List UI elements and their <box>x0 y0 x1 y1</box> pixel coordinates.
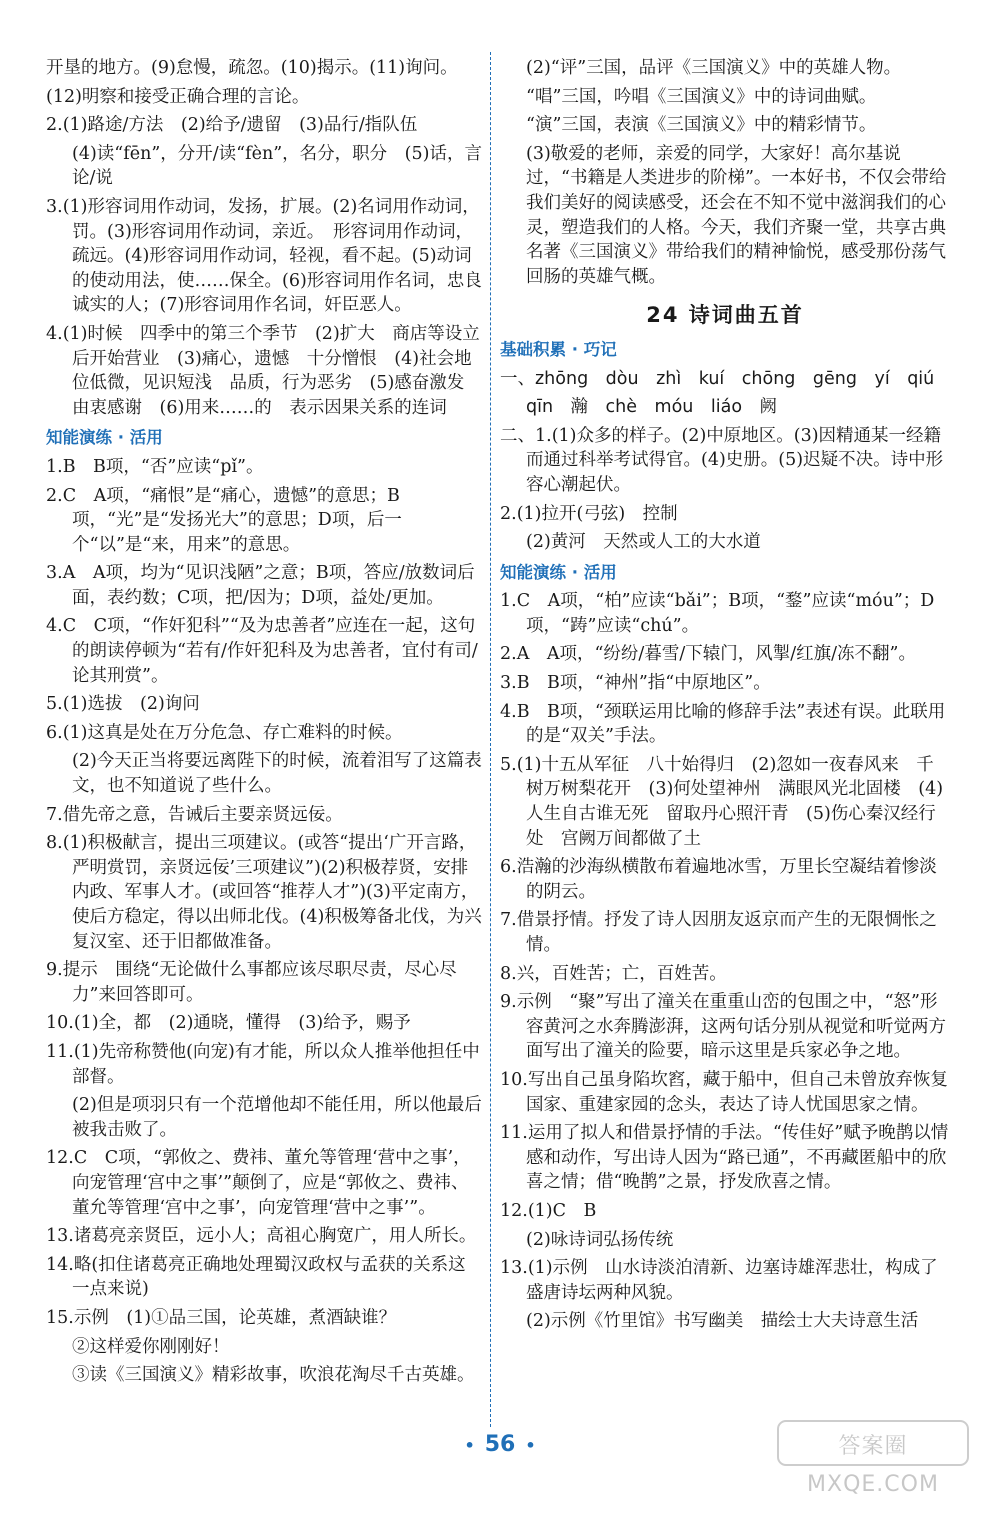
answer-item: 7.借景抒情。抒发了诗人因朋友返京而产生的无限惆怅之情。 <box>500 910 937 955</box>
pinyin-line: 一、zhōng dòu zhì kuí chōng gēng yí qiú <box>500 368 935 389</box>
answer-item: 4.B B项，“颈联运用比喻的修辞手法”表述有误。此联用的是“双关”手法。 <box>500 701 946 747</box>
answer-item: (2)咏诗词弘扬传统 <box>526 1229 674 1250</box>
answer-item: 12.C C项，“郭攸之、费祎、董允等管理‘营中之事’，向宠管理‘宫中之事’”颠倒了，应是“郭攸之、费祎、董允等管理‘宫中之事’，向宠管理‘营中之事’”。 <box>46 1148 471 1218</box>
answer-item: 5.(1)十五从军征 八十始得归 (2)忽如一夜春风来 千树万树梨花开 (3)何处望神州 满眼风光北固楼 (4)人生自古谁无死 留取丹心照汗青 (5)伤心秦汉经行处 宫阙万间都做了土 <box>500 754 944 849</box>
lesson-name: 诗词曲五首 <box>688 303 804 328</box>
answer-item: 8.(1)积极献言，提出三项建议。(或答“提出‘广开言路，严明赏罚，亲贤远佞’三项建议”)(2)积极荐贤，安排内政、军事人才。(或回答“推荐人才”)(3)平定南方，使后方稳定，得以出师北伐。(4)积极筹备北伐，为兴复汉室、还于旧都做准备。 <box>46 833 482 952</box>
answer-item: 1.C A项，“柏”应读“bǎi”；B项，“鍪”应读“móu”；D项，“踌”应读“chú”。 <box>500 591 935 636</box>
answer-item: 二、1.(1)众多的样子。(2)中原地区。(3)因精通某一经籍而通过科举考试得官。(4)史册。(5)迟疑不决。诗中形容心潮起伏。 <box>500 425 944 495</box>
pinyin-line: qīn 瀚 chè móu liáo 阙 <box>526 397 778 418</box>
answer-item: (2)今天正当将要远离陛下的时候，流着泪写了这篇表文，也不知道说了些什么。 <box>72 751 482 797</box>
answer-item: 15.示例 (1)①品三国，论英雄，煮酒缺谁？ <box>46 1307 397 1328</box>
answer-item: ②这样爱你刚刚好！ <box>72 1336 230 1357</box>
answer-item: 7.借先帝之意，告诫后主要亲贤远佞。 <box>46 804 343 825</box>
bullet-icon: • <box>525 1436 536 1455</box>
lesson-number: 24 <box>646 303 680 328</box>
page-number-value: 56 <box>484 1432 516 1457</box>
answer-line: (2)“评”三国，品评《三国演义》中的英雄人物。 <box>526 58 902 78</box>
answer-item: 11.运用了拟人和借景抒情的手法。“传佳好”赋予晚鹊以情感和动作，写出诗人因为“路已通”，不再藏匿船中的欣喜之情；借“晚鹊”之景，抒发欣喜之情。 <box>500 1123 949 1193</box>
answer-item: 14.略(扣住诸葛亮正确地处理蜀汉政权与孟获的关系这一点来说) <box>46 1254 466 1300</box>
answer-item: (2)但是项羽只有一个范增他却不能任用，所以他最后被我击败了。 <box>72 1095 482 1140</box>
answer-line: 3.(1)形容词用作动词，发扬，扩展。(2)名词用作动词，罚。(3)形容词用作动词，亲近。 形容词用作动词，疏远。(4)形容词用作动词，轻视，看不起。(5)动词的使动用法，使……保全。(6)形容词用作名词，忠良诚实的人；(7)形容词用作名词，奸臣恶人。 <box>46 196 482 316</box>
section-heading-practice: 知能演练 · 活用 <box>500 562 617 582</box>
answer-item: (2)示例《竹里馆》书写幽美 描绘士大夫诗意生活 <box>526 1311 919 1332</box>
answer-line: (3)敬爱的老师，亲爱的同学，大家好！高尔基说过，“书籍是人类进步的阶梯”。一本好书，不仅会带给我们美好的阅读感受，还会在不知不觉中滋润我们的心灵，塑造我们的人格。今天，我们齐聚一堂，共享古典名著《三国演义》带给我们的精神愉悦，感受那份荡气回肠的英雄气概。 <box>526 143 947 287</box>
answer-item: 3.B B项，“神州”指“中原地区”。 <box>500 673 771 694</box>
answer-item: 1.B B项，“否”应读“pǐ”。 <box>46 456 264 477</box>
section-heading-basics: 基础积累 · 巧记 <box>500 339 617 359</box>
answer-item: 3.A A项，均为“见识浅陋”之意；B项，答应/放数词后面，表约数；C项，把/因为；D项，益处/更加。 <box>46 563 475 608</box>
answer-item: 12.(1)C B <box>500 1200 597 1221</box>
watermark-brand: 答案圈 <box>838 1434 908 1459</box>
answer-item: 2.(1)拉开(弓弦) 控制 <box>500 503 678 524</box>
watermark-site: MXQE.COM <box>807 1472 939 1497</box>
answer-item: 9.提示 围绕“无论做什么事都应该尽职尽责，尽心尽力”来回答即可。 <box>46 960 457 1005</box>
answer-item: 6.(1)这真是处在万分危急、存亡难料的时候。 <box>46 722 403 743</box>
answer-item: 9.示例 “聚”写出了潼关在重重山峦的包围之中，“怒”形容黄河之水奔腾澎湃，这两句话分别从视觉和听觉两方面写出了潼关的险要，暗示这里是兵家必争之地。 <box>500 992 946 1062</box>
answer-item: 13.诸葛亮亲贤臣，远小人；高祖心胸宽广，用人所长。 <box>46 1226 477 1247</box>
answer-item: 11.(1)先帝称赞他(向宠)有才能，所以众人推举他担任中部督。 <box>46 1041 480 1087</box>
answer-item: 6.浩瀚的沙海纵横散布着遍地冰雪，万里长空凝结着惨淡的阴云。 <box>500 857 937 902</box>
watermark-logo <box>768 1419 978 1499</box>
section-heading-practice: 知能演练 · 活用 <box>46 428 163 448</box>
answer-item: 5.(1)选拔 (2)询问 <box>46 694 200 715</box>
answer-item: 13.(1)示例 山水诗淡泊清新、边塞诗雄浑悲壮，构成了盛唐诗坛两种风貌。 <box>500 1258 938 1303</box>
answer-line: 4.(1)时候 四季中的第三个季节 (2)扩大 商店等设立后开始营业 (3)痛心，遗憾 十分憎恨 (4)社会地位低微，见识短浅 品质，行为恶劣 (5)感奋激发 由衷感谢 (6)用来……的 表示因果关系的连词 <box>46 323 482 418</box>
answer-item: 10.(1)全，都 (2)通晓，懂得 (3)给予，赐予 <box>46 1013 411 1034</box>
right-column <box>500 56 950 1338</box>
answer-line: (4)读“fēn”，分开/读“fèn”，名分，职分 (5)话，言论/说 <box>72 143 482 189</box>
answer-item: 2.A A项，“纷纷/暮雪/下辕门，风掣/红旗/冻不翻”。 <box>500 644 916 665</box>
answer-item: 10.写出自己虽身陷坎窞，藏于船中，但自己未曾放弃恢复国家、重建家园的念头，表达了诗人忧国思家之情。 <box>500 1069 948 1115</box>
answer-line: 2.(1)路途/方法 (2)给予/遗留 (3)品行/指队伍 <box>46 115 418 136</box>
left-column <box>46 56 482 1392</box>
answer-item: 2.C A项，“痛恨”是“痛心，遗憾”的意思；B项，“光”是“发扬光大”的意思；D项，后一个“以”是“来，用来”的意思。 <box>46 485 402 555</box>
answer-line: “演”三国，表演《三国演义》中的精彩情节。 <box>526 115 877 136</box>
bullet-icon: • <box>464 1436 475 1455</box>
answer-item: 8.兴，百姓苦；亡，百姓苦。 <box>500 963 727 984</box>
answer-line: (12)明察和接受正确合理的言论。 <box>46 86 310 107</box>
answer-item: ③读《三国演义》精彩故事，吹浪花淘尽千古英雄。 <box>72 1365 475 1386</box>
column-divider <box>490 52 491 1427</box>
answer-line: “唱”三国，吟唱《三国演义》中的诗词曲赋。 <box>526 86 877 107</box>
lesson-title <box>500 303 950 328</box>
answer-item: (2)黄河 天然或人工的大水道 <box>526 532 761 553</box>
answer-item: 4.C C项，“作奸犯科”“及为忠善者”应连在一起，这句的朗读停顿为“若有/作奸犯科及为忠善者，宜付有司/论其刑赏”。 <box>46 616 478 686</box>
answer-line: 开垦的地方。(9)怠慢，疏忽。(10)揭示。(11)询问。 <box>46 58 458 78</box>
